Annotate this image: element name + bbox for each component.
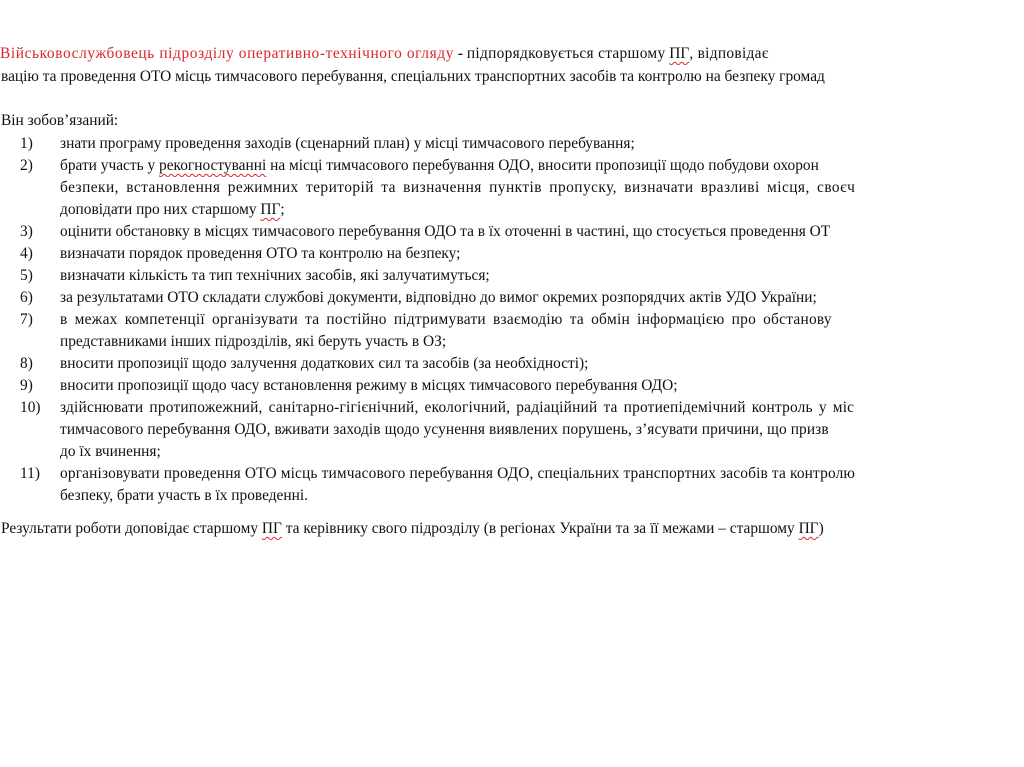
duty-text-8: вносити пропозиції щодо залучення додаткових сил та засобів (за необхідності); [60, 355, 589, 372]
duty-text-3: оцінити обстановку в місцях тимчасового перебування ОДО та в їх оточенні в частині, що стосується проведення ОТ [60, 223, 831, 240]
duty-item-9 [0, 375, 1024, 397]
duty-7-line-2-text: представниками інших підрозділів, які беруть участь в ОЗ; [60, 333, 447, 350]
duty-item-3 [0, 221, 1024, 243]
duty-item-10-line-3 [0, 441, 1024, 463]
duty-2-l3-c: ; [280, 201, 285, 218]
duty-2-l3-a: доповідати про них старшому [60, 201, 261, 218]
intro-line-2 [0, 66, 1024, 88]
duty-10-line-2-text: тимчасового перебування ОДО, вживати заходів щодо усунення виявлених порушень, з’ясувати причини, що призв [60, 421, 829, 438]
duty-item-10-line-2 [0, 419, 1024, 441]
duty-11-line-2-text: безпеку, брати участь в їх проведенні. [60, 487, 308, 504]
duty-2-line-2-text: безпеки, встановлення режимних територій та визначення пунктів пропуску, визначати вразливі місця, своєч [60, 179, 856, 196]
duty-2-part-c: на місці тимчасового перебування ОДО, вносити пропозиції щодо побудови охорон [266, 157, 819, 174]
duty-item-2 [0, 155, 1024, 177]
pg-abbrev-2: ПГ [260, 201, 281, 218]
duty-num-2: 2) [20, 157, 33, 174]
duty-num-9: 9) [20, 377, 33, 394]
duty-text-1: знати програму проведення заходів (сценарний план) у місці тимчасового перебування; [60, 135, 635, 152]
duty-text-4: визначати порядок проведення ОТО та контролю на безпеку; [60, 245, 461, 262]
duty-text-10: здійснювати протипожежний, санітарно-гігієнічний, екологічний, радіаційний та протиепідемічний контроль у міс [60, 399, 855, 416]
duty-num-8: 8) [20, 355, 33, 372]
duty-num-7: 7) [20, 311, 33, 328]
duty-text-9: вносити пропозиції щодо часу встановлення режиму в місцях тимчасового перебування ОДО; [60, 377, 678, 394]
duty-num-11: 11) [20, 465, 40, 482]
duty-item-10 [0, 397, 1024, 419]
duty-text-2 [60, 155, 1024, 177]
duty-10-line-3-text: до їх вчинення; [60, 443, 161, 460]
duty-num-5: 5) [20, 267, 33, 284]
intro-line-2-text: вацію та проведення ОТО місць тимчасового перебування, спеціальних транспортних засобів та контролю на безпеку громад [1, 68, 825, 85]
intro-dash: - [457, 45, 463, 62]
duty-num-1: 1) [20, 135, 33, 152]
duty-num-6: 6) [20, 289, 33, 306]
duty-text-5: визначати кількість та тип технічних засобів, які залучатимуться; [60, 267, 490, 284]
results-line [0, 518, 1024, 540]
results-part-b: та керівнику свого підрозділу (в регіонах України та за її межами – старшому [281, 520, 799, 537]
intro-line-1 [0, 43, 1024, 65]
results-part-a: Результати роботи доповідає старшому [1, 520, 262, 537]
duty-2-line-3-text [60, 199, 1024, 221]
intro-tail-a: підпорядковується старшому [466, 45, 666, 62]
duty-text-11: організовувати проведення ОТО місць тимчасового перебування ОДО, спеціальних транспортних засобів та контролю [60, 465, 856, 482]
duty-text-6: за результатами ОТО складати службові документи, відповідно до вимог окремих розпорядчих актів УДО України; [60, 289, 817, 306]
duty-item-4 [0, 243, 1024, 265]
duty-text-7: в межах компетенції організувати та постійно підтримувати взаємодію та обмін інформацією про обстанову [60, 311, 832, 328]
duty-item-11 [0, 463, 1024, 485]
duty-num-3: 3) [20, 223, 33, 240]
duty-item-7-line-2 [0, 331, 1024, 353]
duty-2-term: рекогностуванні [159, 157, 267, 174]
duty-item-11-line-2 [0, 485, 1024, 507]
intro-tail-b: , відповідає [689, 45, 769, 62]
duty-num-4: 4) [20, 245, 33, 262]
duties-heading [0, 110, 1024, 132]
duty-2-part-a: брати участь у [60, 157, 160, 174]
duty-item-5 [0, 265, 1024, 287]
duty-item-1 [0, 133, 1024, 155]
duty-item-2-line-2 [0, 177, 1024, 199]
duty-num-10: 10) [20, 399, 41, 416]
results-part-c: ) [818, 520, 824, 537]
duty-item-7 [0, 309, 1024, 331]
pg-abbrev-3: ПГ [261, 520, 282, 537]
pg-abbrev-4: ПГ [798, 520, 819, 537]
results-text [1, 518, 824, 540]
role-title: Військовослужбовець підрозділу оперативно-технічного огляду [0, 45, 454, 62]
duty-item-8 [0, 353, 1024, 375]
duty-item-6 [0, 287, 1024, 309]
pg-abbrev-1: ПГ [669, 45, 690, 62]
duties-heading-text: Він зобов’язаний: [1, 112, 119, 129]
duty-item-2-line-3 [0, 199, 1024, 221]
